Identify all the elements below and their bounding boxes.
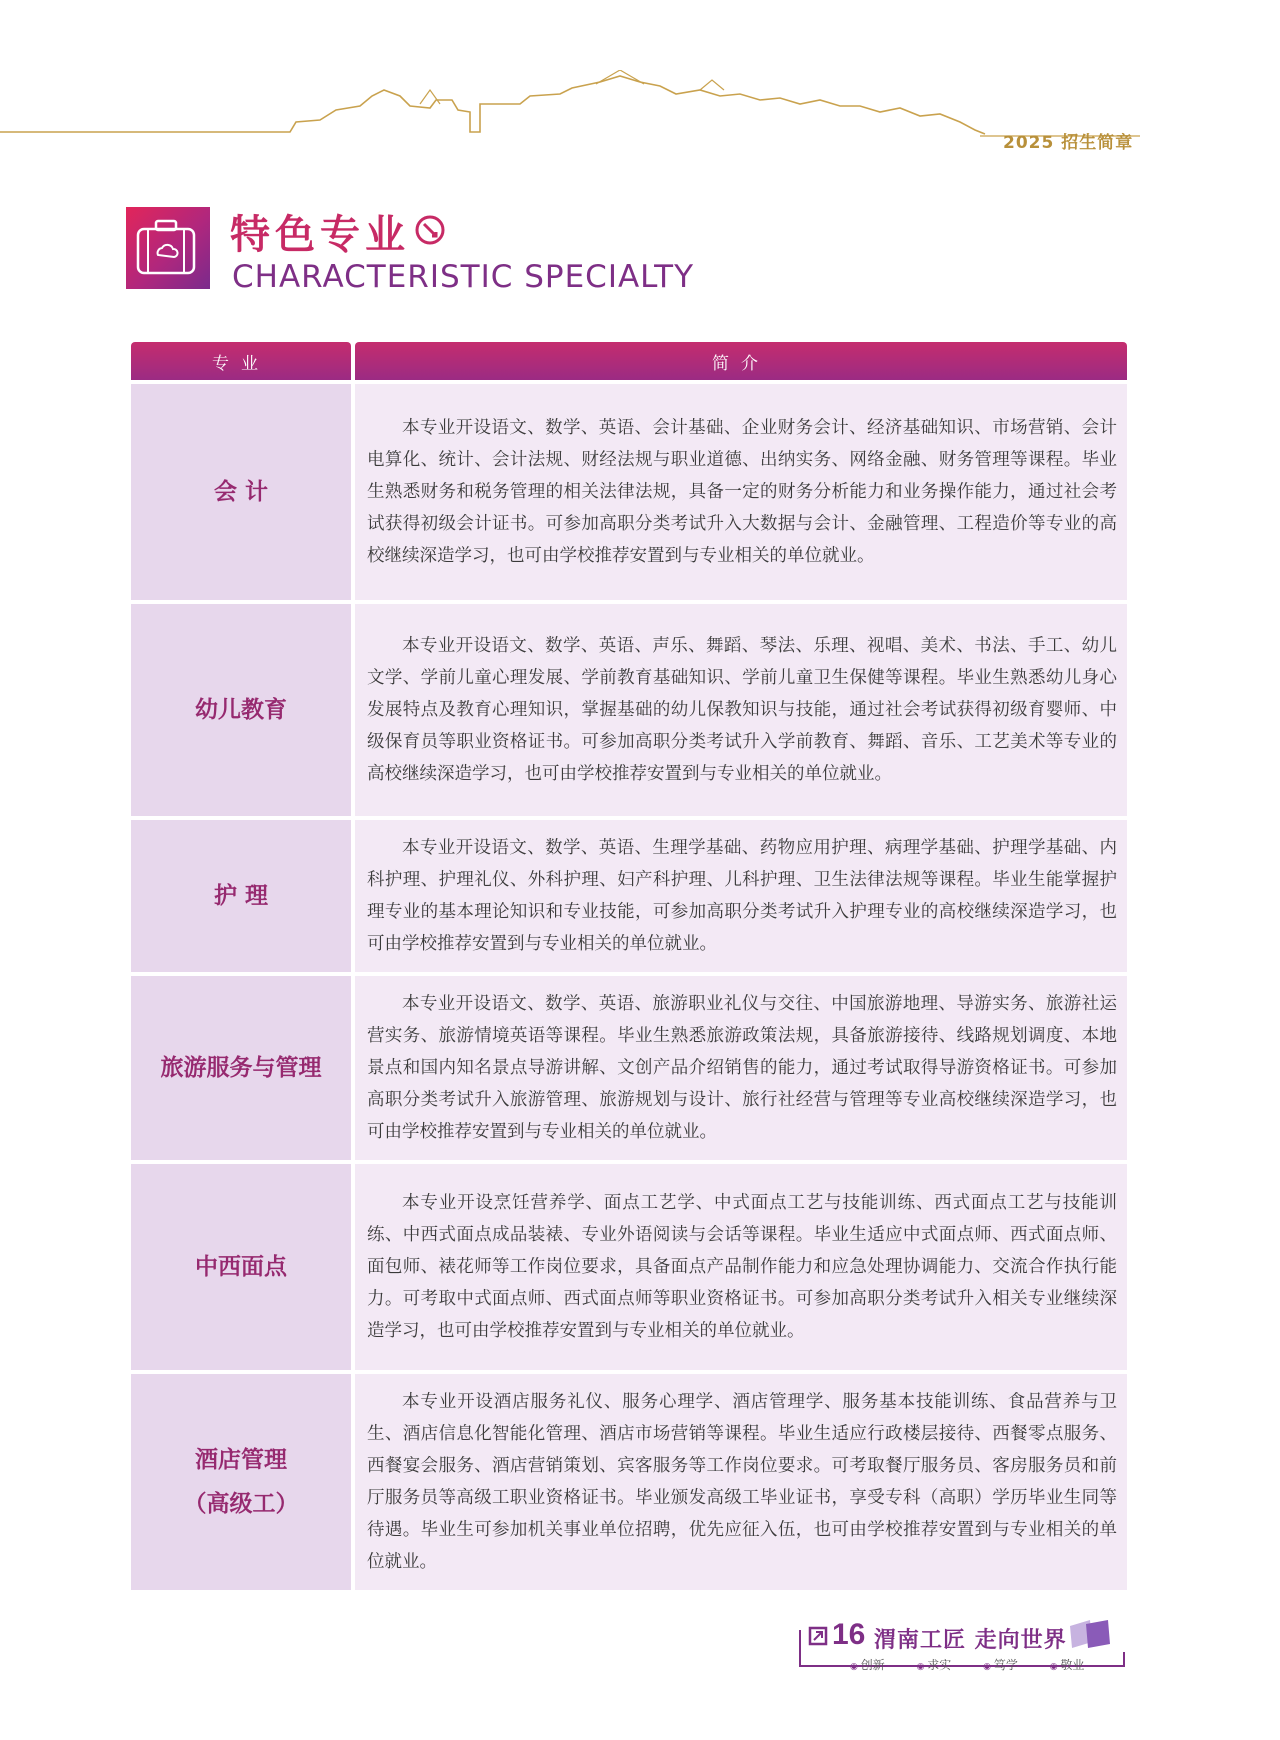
- compass-icon: [414, 214, 446, 246]
- value-item: ◉ 求实: [917, 1658, 952, 1672]
- value-item: ◉ 创新: [850, 1658, 885, 1672]
- table-row: [131, 820, 1127, 972]
- table-row: [131, 976, 1127, 1160]
- major-name-cell: [131, 1374, 351, 1590]
- column-header-description: 简介: [355, 342, 1127, 380]
- table-row: [131, 604, 1127, 816]
- table-row: [131, 1374, 1127, 1590]
- value-item: ◉ 笃学: [983, 1658, 1018, 1672]
- major-description: 本专业开设语文、数学、英语、会计基础、企业财务会计、经济基础知识、市场营销、会计电算化、统计、会计法规、财经法规与职业道德、出纳实务、网络金融、财务管理等课程。毕业生熟悉财务和税务管理的相关法律法规，具备一定的财务分析能力和业务操作能力，通过社会考试获得初级会计证书。可参加高职分类考试升入大数据与会计、金融管理、工程造价等专业的高校继续深造学习，也可由学校推荐安置到与专业相关的单位就业。: [355, 384, 1127, 600]
- major-name: 会 计: [131, 384, 351, 600]
- major-description: 本专业开设酒店服务礼仪、服务心理学、酒店管理学、服务基本技能训练、食品营养与卫生、酒店信息化智能化管理、酒店市场营销等课程。毕业生适应行政楼层接待、西餐零点服务、西餐宴会服务、酒店营销策划、宾客服务等工作岗位要求。可考取餐厅服务员、客房服务员和前厅服务员等高级工职业资格证书。毕业颁发高级工毕业证书，享受专科（高职）学历毕业生同等待遇。毕业生可参加机关事业单位招聘，优先应征入伍，也可由学校推荐安置到与专业相关的单位就业。: [355, 1374, 1127, 1590]
- footer-values: [850, 1656, 1112, 1673]
- footer-shape-decoration: [1066, 1618, 1122, 1654]
- footer-slogan: 渭南工匠 走向世界: [874, 1628, 1067, 1653]
- major-level: （高级工）: [183, 1491, 299, 1517]
- major-description: 本专业开设语文、数学、英语、旅游职业礼仪与交往、中国旅游地理、导游实务、旅游社运营实务、旅游情境英语等课程。毕业生熟悉旅游政策法规，具备旅游接待、线路规划调度、本地景点和国内知名景点导游讲解、文创产品介绍销售的能力，通过考试取得导游资格证书。可参加高职分类考试升入旅游管理、旅游规划与设计、旅行社经营与管理等专业高校继续深造学习，也可由学校推荐安置到与专业相关的单位就业。: [355, 976, 1127, 1160]
- section-title-en: CHARACTERISTIC SPECIALTY: [232, 259, 695, 295]
- major-description: 本专业开设语文、数学、英语、声乐、舞蹈、琴法、乐理、视唱、美术、书法、手工、幼儿文学、学前儿童心理发展、学前教育基础知识、学前儿童卫生保健等课程。毕业生熟悉幼儿身心发展特点及教育心理知识，掌握基础的幼儿保教知识与技能，通过社会考试获得初级育婴师、中级保育员等职业资格证书。可参加高职分类考试升入学前教育、舞蹈、音乐、工艺美术等专业的高校继续深造学习，也可由学校推荐安置到与专业相关的单位就业。: [355, 604, 1127, 816]
- section-heading: [126, 207, 926, 317]
- table-row: [131, 1164, 1127, 1370]
- briefcase-icon-box: [126, 207, 210, 289]
- major-name: 幼儿教育: [131, 604, 351, 816]
- major-name: 酒店管理: [195, 1447, 287, 1473]
- section-title-cn: 特色专业: [230, 212, 410, 258]
- major-name: 护 理: [131, 820, 351, 972]
- major-description: 本专业开设烹饪营养学、面点工艺学、中式面点工艺与技能训练、西式面点工艺与技能训练、中西式面点成品装裱、专业外语阅读与会话等课程。毕业生适应中式面点师、西式面点师、面包师、裱花师等工作岗位要求，具备面点产品制作能力和应急处理协调能力、交流合作执行能力。可考取中式面点师、西式面点师等职业资格证书。可参加高职分类考试升入相关专业继续深造学习，也可由学校推荐安置到与专业相关的单位就业。: [355, 1164, 1127, 1370]
- major-description: 本专业开设语文、数学、英语、生理学基础、药物应用护理、病理学基础、护理学基础、内科护理、护理礼仪、外科护理、妇产科护理、儿科护理、卫生法律法规等课程。毕业生能掌握护理专业的基本理论知识和专业技能，可参加高职分类考试升入护理专业的高校继续深造学习，也可由学校推荐安置到与专业相关的单位就业。: [355, 820, 1127, 972]
- page-number: 16: [832, 1618, 866, 1651]
- table-row: [131, 384, 1127, 600]
- major-name: 中西面点: [131, 1164, 351, 1370]
- value-item: ◉ 敬业: [1050, 1658, 1085, 1672]
- specialty-table: [127, 338, 1131, 1594]
- page-footer: [794, 1618, 1134, 1678]
- major-name: 旅游服务与管理: [131, 976, 351, 1160]
- brochure-title: 2025 招生简章: [1003, 133, 1134, 153]
- column-header-major: 专业: [131, 342, 351, 380]
- table-header-row: [131, 342, 1127, 380]
- briefcase-icon: [132, 217, 202, 279]
